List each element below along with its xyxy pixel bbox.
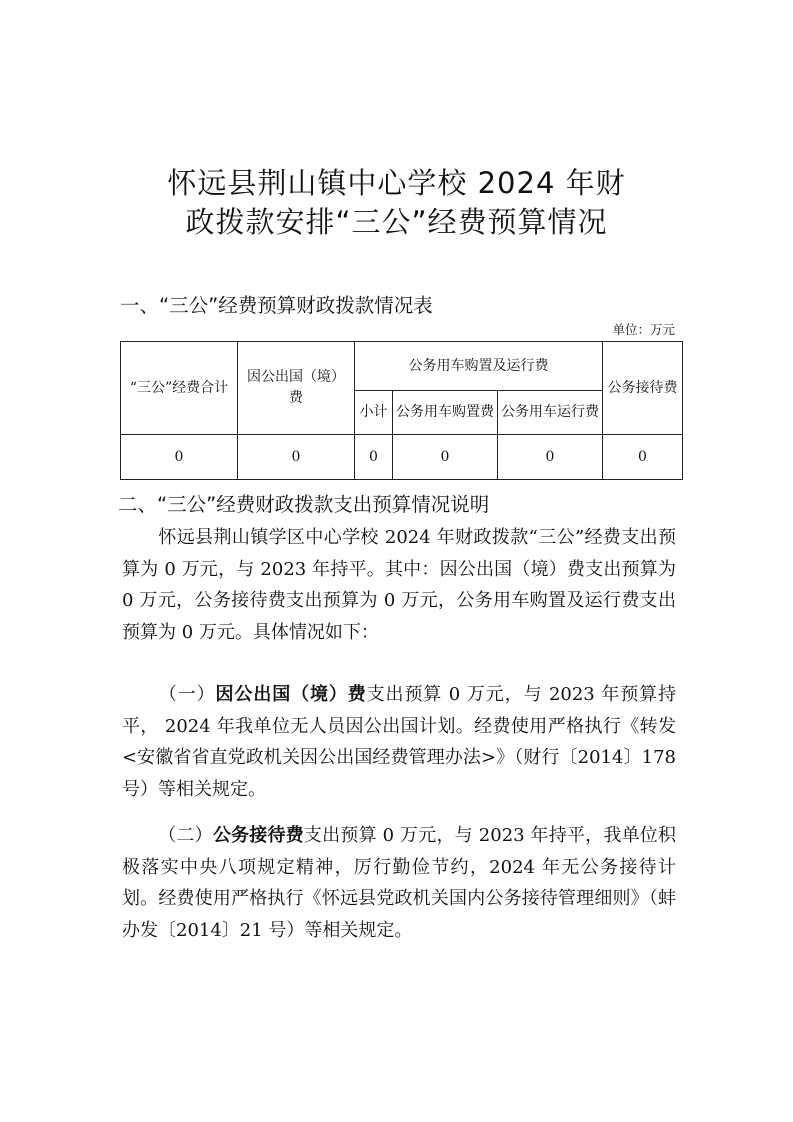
paragraph-abroad-bold: 因公出国（境）费 (215, 684, 367, 705)
paragraph-summary-text: 怀远县荆山镇学区中心学校 2024 年财政拨款“三公”经费支出预算为 0 万元，与 2023 年持平。其中：因公出国（境）费支出预算为 0 万元，公务接待费支出预算为 0 万元，公务用车购置及运行费支出预算为 0 万元。具体情况如下： (122, 527, 676, 643)
paragraph-reception-text: 支出预算 0 万元，与 2023 年持平，我单位积极落实中央八项规定精神，厉行勤俭节约，2024 年无公务接待计划。经费使用严格执行《怀远县党政机关国内公务接待管理细则》（蚌办发〔2014〕21 号）等相关规定。 (122, 825, 677, 941)
paragraph-abroad (122, 679, 676, 805)
unit-label: 单位：万元 (612, 322, 675, 337)
header-vehicle-purchase: 公务用车购置费 (393, 391, 498, 435)
header-vehicle-subtotal: 小计 (355, 391, 393, 435)
paragraph-abroad-prefix: （一） (158, 684, 216, 705)
paragraph-summary (122, 522, 676, 648)
header-total: “三公”经费合计 (121, 342, 238, 435)
table-row (121, 435, 683, 480)
header-vehicle-group: 公务用车购置及运行费 (355, 342, 603, 391)
document-title-line-2: 政拨款安排“三公”经费预算情况 (185, 205, 608, 239)
budget-table (120, 341, 683, 480)
value-total: 0 (121, 435, 238, 480)
table-header-row (121, 342, 683, 391)
value-vehicle-operation: 0 (498, 435, 603, 480)
paragraph-reception (122, 820, 676, 946)
paragraph-abroad-text: 支出预算 0 万元，与 2023 年预算持平， 2024 年我单位无人员因公出国计划。经费使用严格执行《转发<安徽省省直党政机关因公出国经费管理办法>》（财行〔2014〕178 号）等相关规定。 (122, 684, 677, 800)
header-vehicle-operation: 公务用车运行费 (498, 391, 603, 435)
section-2-heading: 二、“三公”经费财政拨款支出预算情况说明 (118, 493, 490, 516)
value-vehicle-purchase: 0 (393, 435, 498, 480)
header-reception: 公务接待费 (603, 342, 683, 435)
paragraph-reception-bold: 公务接待费 (212, 825, 304, 846)
header-abroad: 因公出国（境）费 (238, 342, 355, 435)
value-abroad: 0 (238, 435, 355, 480)
section-1-heading: 一、“三公”经费预算财政拨款情况表 (120, 294, 433, 317)
document-title-line-1: 怀远县荆山镇中心学校 2024 年财 (167, 166, 626, 200)
value-reception: 0 (603, 435, 683, 480)
value-vehicle-subtotal: 0 (355, 435, 393, 480)
paragraph-reception-prefix: （二） (158, 825, 213, 846)
